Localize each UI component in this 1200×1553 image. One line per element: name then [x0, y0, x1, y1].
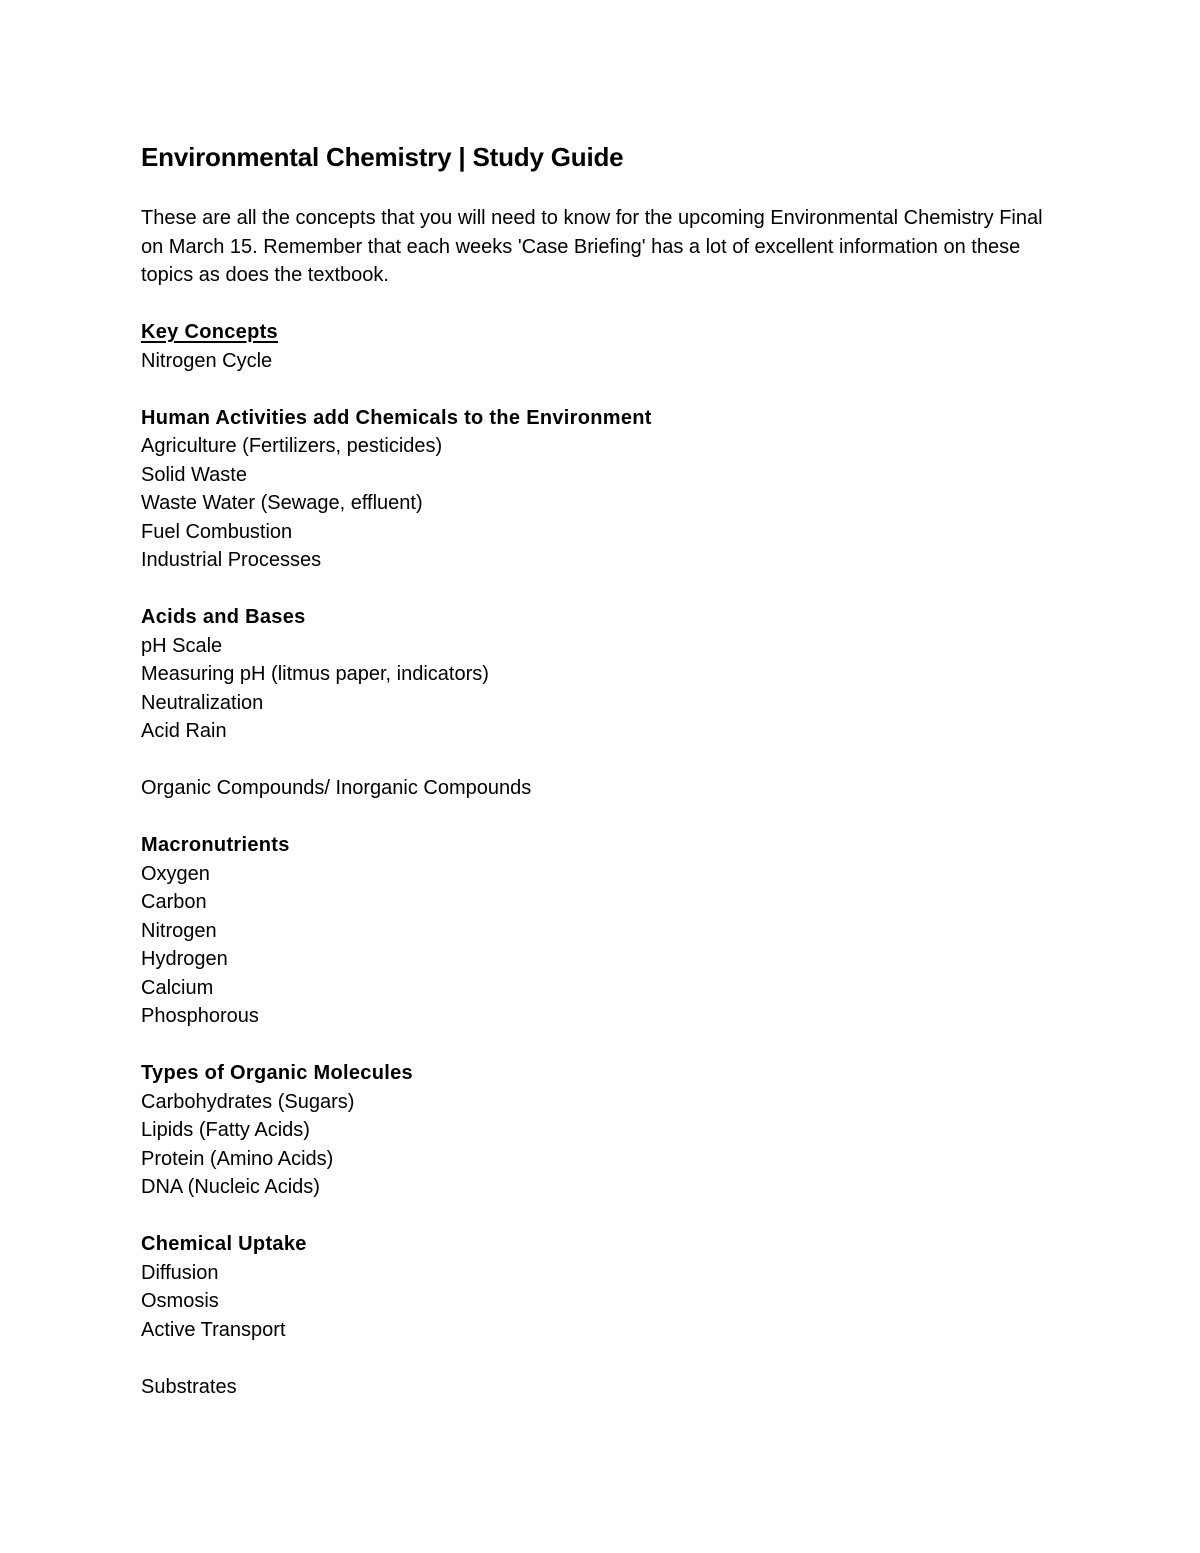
list-item: Calcium — [141, 976, 214, 999]
section-chemical-uptake — [141, 1230, 1061, 1344]
list-item: DNA (Nucleic Acids) — [141, 1176, 320, 1198]
list-item: Carbohydrates (Sugars) — [141, 1090, 355, 1113]
list-item: Solid Waste — [141, 463, 247, 486]
list-item: Fuel Combustion — [141, 520, 293, 543]
list-item: Agriculture (Fertilizers, pesticides) — [141, 435, 443, 457]
section-heading: Types of Organic Molecules — [141, 1062, 413, 1084]
document-page — [141, 140, 1061, 1430]
list-item: Protein (Amino Acids) — [141, 1147, 334, 1170]
plain-line: Organic Compounds/ Inorganic Compounds — [141, 777, 532, 799]
list-item: Active Transport — [141, 1318, 286, 1341]
section-human-activities — [141, 404, 1061, 575]
section-key-concepts — [141, 318, 1061, 375]
list-item: Waste Water (Sewage, effluent) — [141, 492, 423, 514]
plain-line: Substrates — [141, 1375, 237, 1398]
list-item: pH Scale — [141, 634, 223, 657]
section-macronutrients — [141, 831, 1061, 1031]
intro-paragraph: These are all the concepts that you will need to know for the upcoming Environmental Chemistry Final on March 15. Remember that each weeks 'Case Briefing' has a lot of excellent information on these topics as does the textbook. — [141, 207, 1043, 286]
list-item: Industrial Processes — [141, 549, 322, 571]
section-heading: Acids and Bases — [141, 606, 306, 628]
list-item: Nitrogen — [141, 919, 217, 942]
section-acids-bases — [141, 603, 1061, 746]
section-organic-inorganic — [141, 774, 1061, 803]
list-item: Nitrogen Cycle — [141, 349, 273, 372]
list-item: Neutralization — [141, 691, 264, 714]
document-title: Environmental Chemistry | Study Guide — [141, 142, 624, 172]
list-item: Acid Rain — [141, 720, 227, 742]
section-heading: Chemical Uptake — [141, 1233, 307, 1255]
section-heading: Key Concepts — [141, 321, 278, 343]
list-item: Oxygen — [141, 862, 210, 885]
section-organic-molecules — [141, 1059, 1061, 1202]
list-item: Carbon — [141, 891, 207, 913]
list-item: Hydrogen — [141, 948, 228, 970]
list-item: Measuring pH (litmus paper, indicators) — [141, 663, 489, 685]
section-heading: Human Activities add Chemicals to the Environment — [141, 406, 652, 429]
list-item: Osmosis — [141, 1290, 219, 1312]
list-item: Phosphorous — [141, 1005, 259, 1027]
section-substrates — [141, 1373, 1061, 1402]
list-item: Diffusion — [141, 1261, 219, 1284]
section-heading: Macronutrients — [141, 834, 290, 856]
list-item: Lipids (Fatty Acids) — [141, 1119, 310, 1141]
